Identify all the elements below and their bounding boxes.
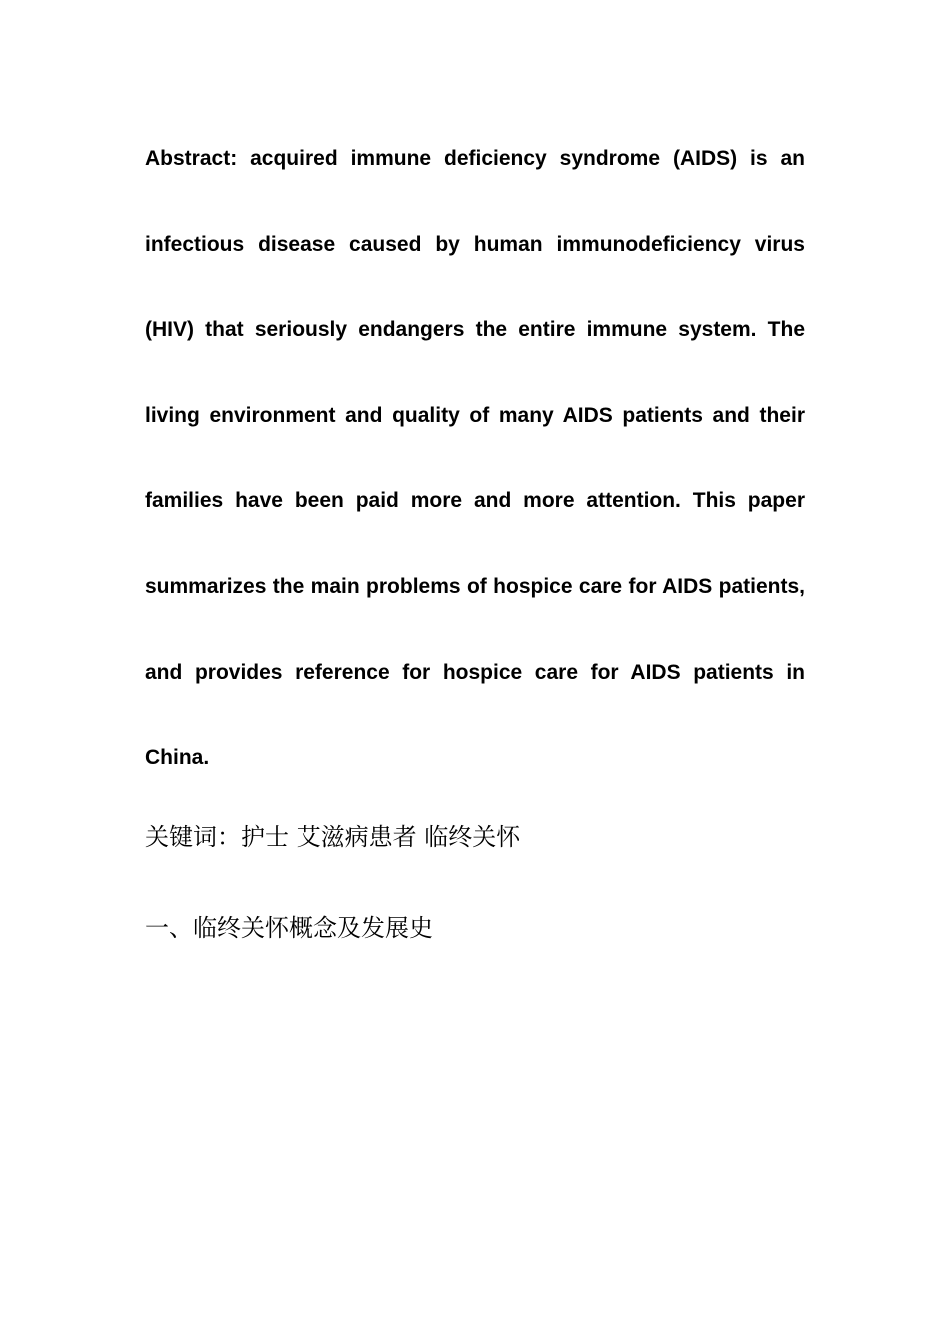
abstract-paragraph: Abstract: acquired immune deficiency syndrome (AIDS) is an infectious disease caused by human immunodeficiency virus (HIV) that seriously endangers the entire immune system. The living environment and quality of many AIDS patients and their families have been paid more and more attention. This paper summarizes the main problems of hospice care for AIDS patients, and provides reference for hospice care for AIDS patients in China. (145, 147, 805, 770)
section-heading: 一、临终关怀概念及发展史 (145, 914, 433, 942)
keywords-line: 关键词：护士 艾滋病患者 临终关怀 (145, 823, 521, 851)
